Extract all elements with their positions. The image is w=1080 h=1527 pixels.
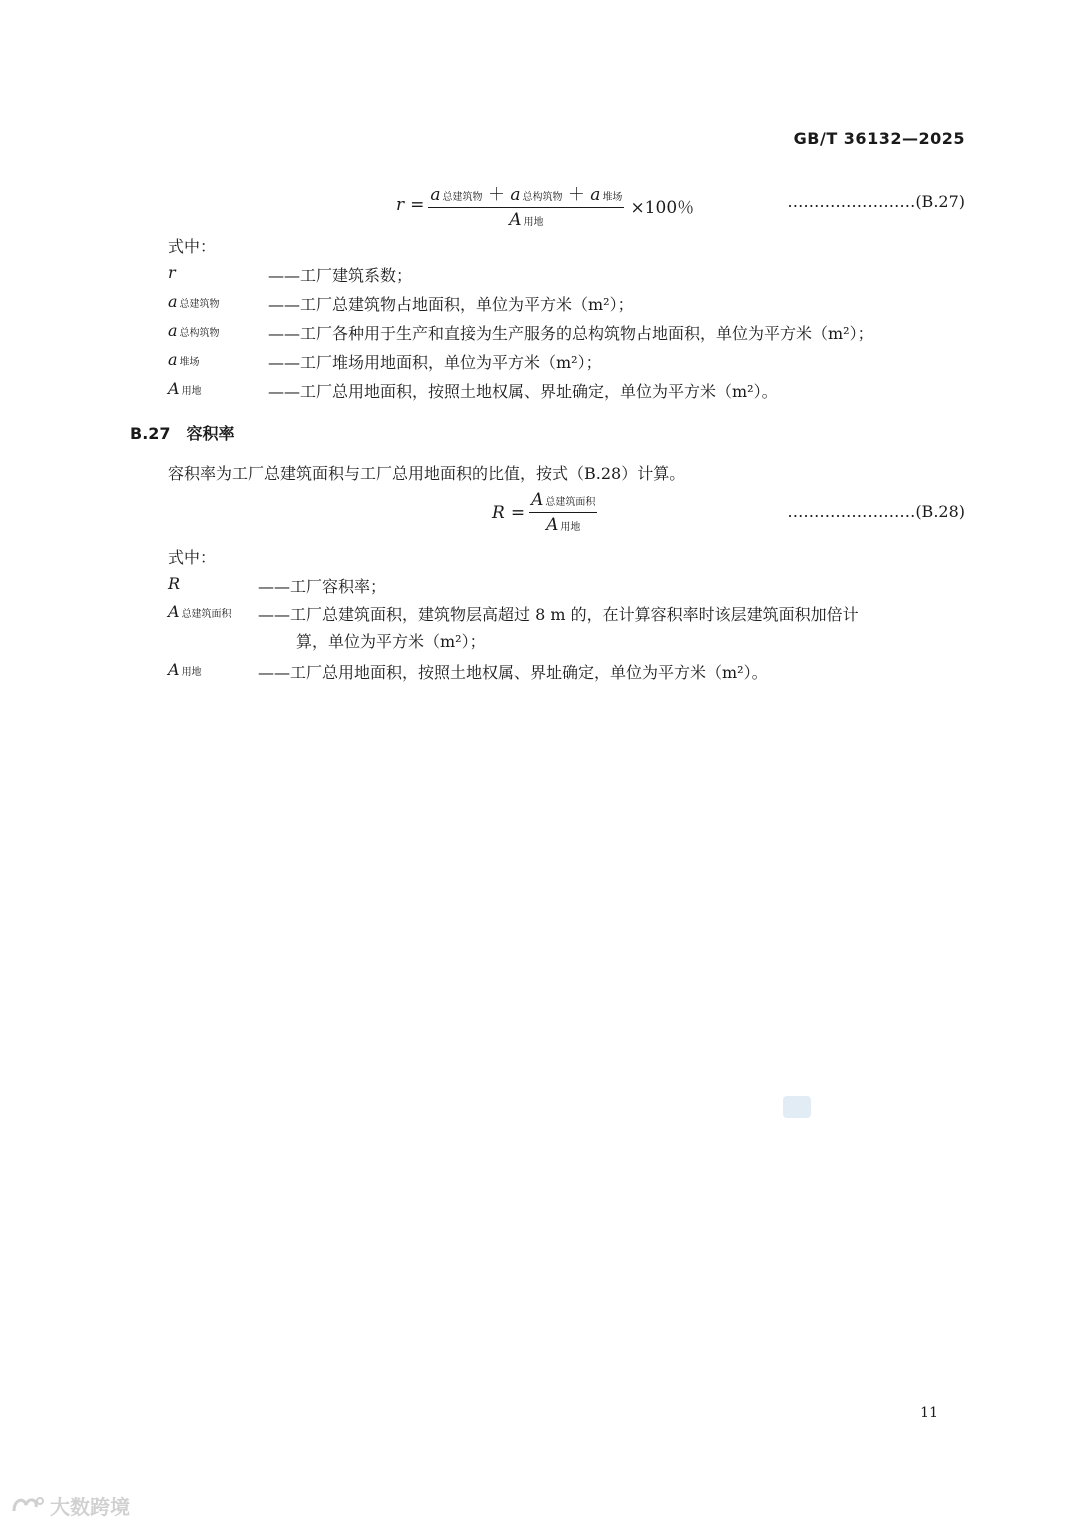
section-title: 容积率: [186, 424, 235, 443]
term-symbol: a: [430, 185, 441, 205]
def-symbol: a总构筑物: [168, 321, 220, 340]
watermark-text: 大数跨境: [50, 1494, 130, 1519]
term-subscript: 用地: [560, 522, 581, 533]
equation-label: (B.28): [915, 502, 965, 521]
term-subscript: 用地: [523, 217, 544, 228]
fraction: [428, 180, 624, 230]
plus-sign: ＋: [487, 185, 505, 205]
def-description: ——工厂总建筑面积，建筑物层高超过 8 m 的，在计算容积率时该层建筑面积加倍计: [258, 605, 859, 624]
term-subscript: 总建筑面积: [545, 497, 596, 508]
denominator: [509, 208, 543, 230]
def-symbol: R: [168, 574, 181, 593]
def-description: ——工厂总用地面积，按照土地权属、界址确定，单位为平方米（m²）。: [268, 382, 778, 401]
leader-dots: ……………………: [787, 502, 916, 521]
def-symbol: a总建筑物: [168, 292, 220, 311]
percent-factor: ×100％: [630, 197, 695, 218]
term-symbol: a: [510, 185, 521, 205]
term-symbol: A: [531, 490, 544, 510]
def-symbol: A总建筑面积: [168, 602, 232, 621]
term-subscript: 总建筑物: [442, 192, 483, 203]
numerator: [428, 180, 624, 208]
leader-dots: ……………………: [787, 192, 916, 211]
denominator: [546, 513, 580, 535]
where-label: 式中：: [168, 548, 217, 567]
term-symbol: A: [509, 210, 522, 230]
def-description: ——工厂总建筑物占地面积，单位为平方米（m²）；: [268, 295, 634, 314]
section-heading: [130, 421, 235, 444]
def-description: ——工厂堆场用地面积，单位为平方米（m²）；: [268, 353, 602, 372]
sac-logo-icon: [783, 1096, 811, 1118]
watermark-logo-icon: [10, 1493, 46, 1517]
formula-b28: [492, 490, 597, 535]
equation-number-b27: [787, 192, 965, 211]
formula-lhs: r: [396, 195, 405, 215]
numerator: [529, 490, 597, 513]
fraction: [529, 490, 597, 535]
def-symbol: A用地: [168, 660, 202, 679]
formula-lhs: R: [492, 502, 505, 523]
equation-number-b28: [787, 502, 965, 521]
standard-number: GB/T 36132—2025: [793, 129, 965, 148]
term-symbol: a: [590, 185, 601, 205]
equals-sign: =: [510, 502, 526, 523]
def-description: ——工厂建筑系数；: [268, 266, 413, 285]
equation-label: (B.27): [915, 192, 965, 211]
def-symbol: A用地: [168, 379, 202, 398]
def-symbol: a堆场: [168, 350, 200, 369]
def-description: ——工厂各种用于生产和直接为生产服务的总构筑物占地面积，单位为平方米（m²）；: [268, 324, 874, 343]
page-number: 11: [920, 1405, 938, 1421]
def-description: ——工厂总用地面积，按照土地权属、界址确定，单位为平方米（m²）。: [258, 663, 768, 682]
equals-sign: =: [410, 195, 425, 215]
term-subscript: 堆场: [602, 192, 623, 203]
term-subscript: 总构筑物: [522, 192, 563, 203]
where-label: 式中：: [168, 237, 217, 256]
paragraph: 容积率为工厂总建筑面积与工厂总用地面积的比值，按式（B.28）计算。: [168, 464, 686, 483]
def-description-continued: 算，单位为平方米（m²）；: [296, 632, 486, 651]
equation-b28: [0, 488, 1080, 538]
def-symbol: r: [168, 263, 176, 282]
section-number: B.27: [130, 424, 171, 443]
equation-b27: [0, 178, 1080, 228]
def-description: ——工厂容积率；: [258, 577, 387, 596]
watermark: [10, 1490, 130, 1520]
formula-b27: [396, 180, 694, 230]
term-symbol: A: [546, 515, 559, 535]
plus-sign: ＋: [567, 185, 585, 205]
